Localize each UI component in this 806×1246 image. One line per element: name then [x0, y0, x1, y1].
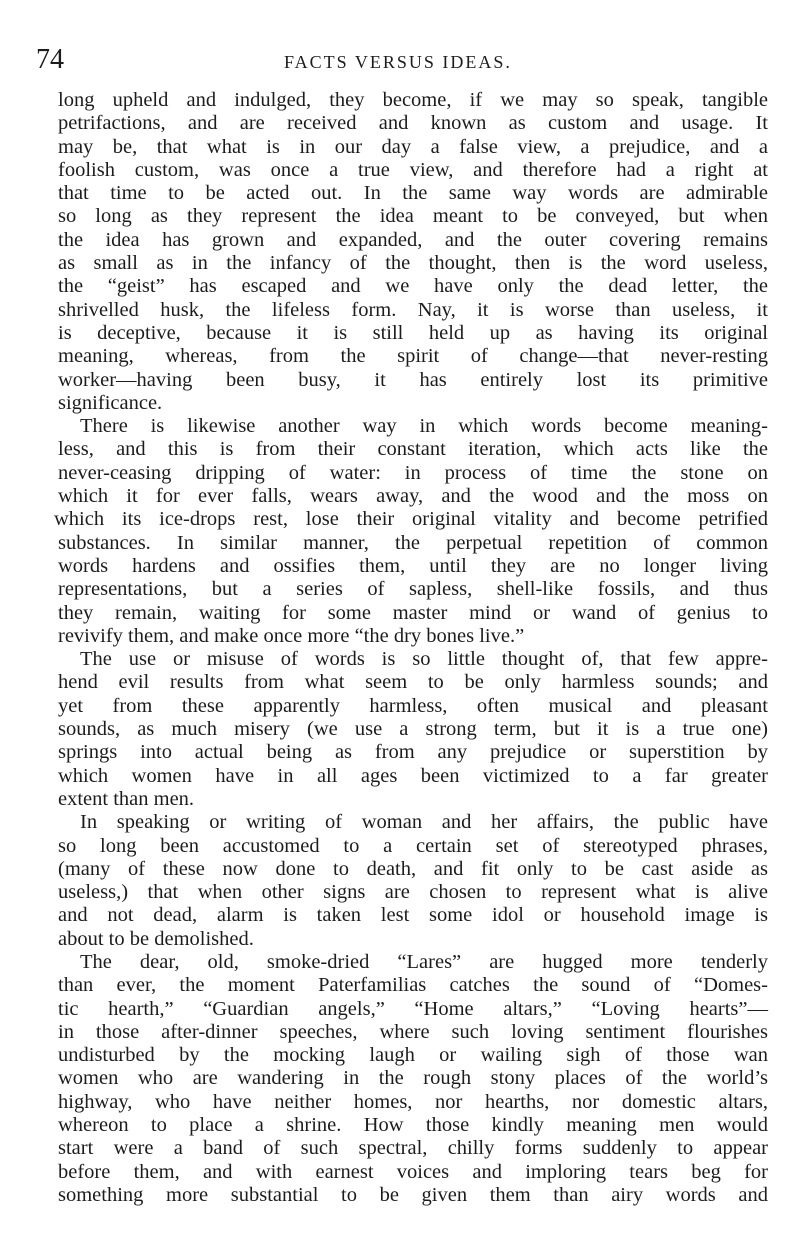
text-line: substances. In similar manner, the perpetual repetition of common: [58, 531, 768, 554]
text-line: before them, and with earnest voices and imploring tears beg for: [58, 1160, 768, 1183]
text-line: springs into actual being as from any prejudice or superstition by: [58, 741, 768, 764]
text-line: the “geist” has escaped and we have only the dead letter, the: [58, 275, 768, 298]
running-head: [36, 44, 776, 76]
text-line: in those after-dinner speeches, where such loving sentiment flourishes: [58, 1020, 768, 1043]
text-line: tic hearth,” “Guardian angels,” “Home altars,” “Loving hearts”—: [58, 997, 768, 1020]
text-line: petrifactions, and are received and known as custom and usage. It: [58, 112, 768, 135]
text-line: may be, that what is in our day a false view, a prejudice, and a: [58, 135, 768, 158]
text-line: start were a band of such spectral, chilly forms suddenly to appear: [58, 1137, 768, 1160]
text-line: as small as in the infancy of the thought, then is the word useless,: [58, 252, 768, 275]
text-line: words hardens and ossifies them, until they are no longer living: [58, 554, 768, 577]
text-line: representations, but a series of sapless, shell-like fossils, and thus: [58, 578, 768, 601]
text-line: the idea has grown and expanded, and the outer covering remains: [58, 228, 768, 251]
text-line: long upheld and indulged, they become, if we may so speak, tangible: [58, 89, 768, 111]
text-line: hend evil results from what seem to be only harmless sounds; and: [58, 671, 768, 694]
text-line: women who are wandering in the rough stony places of the world’s: [58, 1067, 768, 1090]
text-line: so long been accustomed to a certain set of stereotyped phrases,: [58, 834, 768, 857]
text-line: is deceptive, because it is still held up as having its original: [58, 321, 768, 344]
text-line: never-ceasing dripping of water: in process of time the stone on: [58, 461, 768, 484]
text-line: undisturbed by the mocking laugh or wailing sigh of those wan: [58, 1044, 768, 1067]
text-line: foolish custom, was once a true view, and therefore had a right at: [58, 158, 768, 181]
text-line: which women have in all ages been victimized to a far greater: [58, 764, 768, 787]
text-line: less, and this is from their constant iteration, which acts like the: [58, 438, 768, 461]
text-line: worker—having been busy, it has entirely lost its primitive: [58, 368, 768, 391]
text-line: than ever, the moment Paterfamilias catches the sound of “Domes-: [58, 974, 768, 997]
text-line: meaning, whereas, from the spirit of change—that never-resting: [58, 345, 768, 368]
text-line: whereon to place a shrine. How those kindly meaning men would: [58, 1114, 768, 1137]
paragraph-start-line: The use or misuse of words is so little thought of, that few appre-: [80, 648, 768, 671]
text-line: which its ice-drops rest, lose their original vitality and become petrified: [54, 508, 768, 531]
text-line: (many of these now done to death, and fit only to be cast aside as: [58, 857, 768, 880]
paragraph-start-line: The dear, old, smoke-dried “Lares” are hugged more tenderly: [80, 950, 768, 973]
body-text: [54, 89, 768, 1207]
text-line: yet from these apparently harmless, often musical and pleasant: [58, 694, 768, 717]
text-line: and not dead, alarm is taken lest some idol or household image is: [58, 904, 768, 927]
paragraph-start-line: In speaking or writing of woman and her affairs, the public have: [80, 811, 768, 834]
text-line: sounds, as much misery (we use a strong term, but it is a true one): [58, 718, 768, 741]
text-line: about to be demolished.: [58, 927, 254, 950]
text-line: highway, who have neither homes, nor hearths, nor domestic altars,: [58, 1090, 768, 1113]
text-line: significance.: [58, 391, 163, 414]
text-line: something more substantial to be given them than airy words and: [58, 1183, 768, 1206]
text-line: they remain, waiting for some master mind or wand of genius to: [58, 601, 768, 624]
text-line: extent than men.: [58, 787, 195, 810]
running-title: FACTS VERSUS IDEAS.: [284, 52, 512, 72]
text-line: so long as they represent the idea meant to be conveyed, but when: [58, 205, 768, 228]
text-line: which it for ever falls, wears away, and the wood and the moss on: [58, 485, 768, 508]
text-line: revivify them, and make once more “the dry bones live.”: [58, 624, 525, 647]
text-line: that time to be acted out. In the same way words are admirable: [58, 182, 768, 205]
paragraph-start-line: There is likewise another way in which words become meaning-: [80, 415, 768, 438]
text-line: useless,) that when other signs are chosen to represent what is alive: [58, 881, 768, 904]
page-number: 74: [36, 44, 64, 75]
text-line: shrivelled husk, the lifeless form. Nay, it is worse than useless, it: [58, 298, 768, 321]
